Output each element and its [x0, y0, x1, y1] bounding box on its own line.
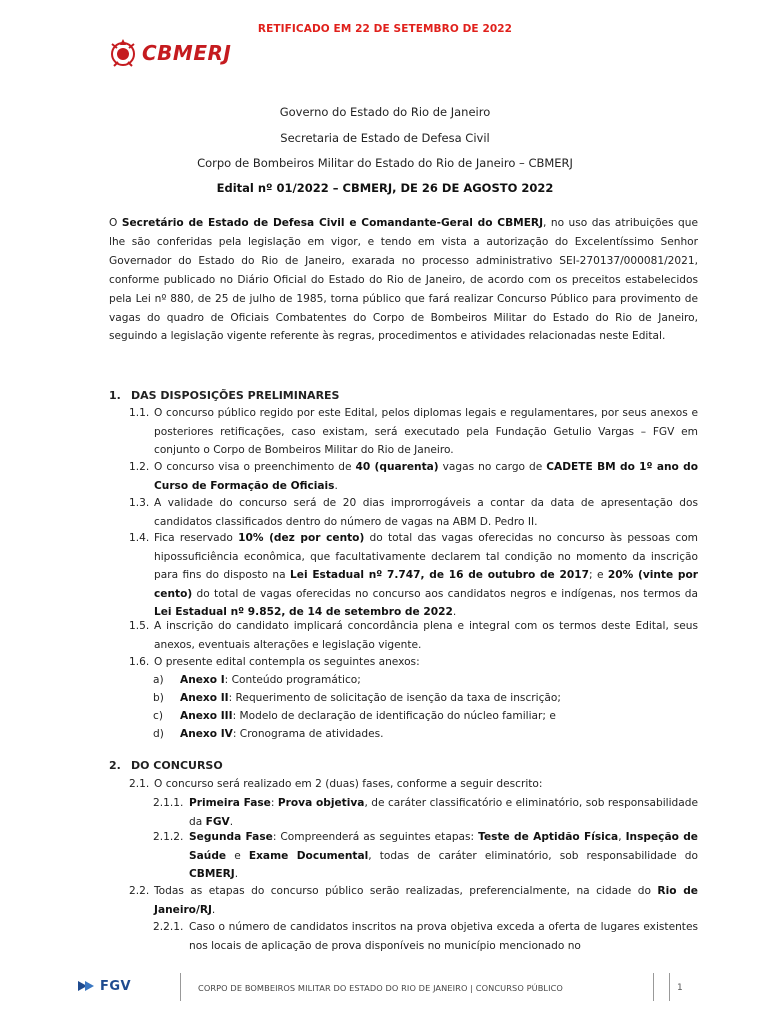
- annex-item: b) Anexo II: Requerimento de solicitação de isenção da taxa de inscrição;: [153, 692, 561, 704]
- heading-fire-department: Corpo de Bombeiros Militar do Estado do Rio de Janeiro – CBMERJ: [197, 156, 573, 170]
- intro-paragraph: O Secretário de Estado de Defesa Civil e Comandante-Geral do CBMERJ, no uso das atribuições que lhe são conferidas pela legislação em vigor, e tendo em vista a autorização do Excelentíssimo Senhor Governador do Estado do Rio de Janeiro, exarada no processo administrativo SEI-270137/000081/2021, conforme publicado no Diário Oficial do Estado do Rio de Janeiro, de acordo com os preceitos estabelecidos pela Lei nº 880, de 25 de julho de 1985, torna público que fará realizar Concurso Público para provimento de vagas do quadro de Oficiais Combatentes do Corpo de Bombeiros Militar do Estado do Rio de Janeiro, seguindo a legislação vigente referente às regras, procedimentos e atividades relacionadas neste Edital.: [109, 217, 698, 343]
- section-1-heading: 1. DAS DISPOSIÇÕES PRELIMINARES: [109, 389, 340, 402]
- heading-government: Governo do Estado do Rio de Janeiro: [279, 105, 491, 119]
- item-2-1-1: 2.1.1. Primeira Fase: Prova objetiva, de caráter classificatório e eliminatório, sob responsabilidade da FGV.: [153, 797, 699, 828]
- fgv-logo-text: FGV: [100, 978, 132, 994]
- item-1-1: 1.1. O concurso público regido por este Edital, pelos diplomas legais e regulamentares, por seus anexos e posteriores retificações, caso existam, será executado pela Fundação Getulio Vargas – FGV em conjunto o Corpo de Bombeiros Militar do Rio de Janeiro.: [129, 407, 698, 457]
- item-1-6: 1.6. O presente edital contempla os seguintes anexos:: [129, 656, 420, 668]
- fgv-emblem-icon: [77, 978, 97, 994]
- footer-divider: [669, 973, 670, 1001]
- fire-department-emblem-icon: [108, 36, 138, 70]
- item-1-2: 1.2. O concurso visa o preenchimento de 40 (quarenta) vagas no cargo de CADETE BM do 1º ano do Curso de Formação de Oficiais.: [129, 461, 698, 492]
- heading-edital: Edital nº 01/2022 – CBMERJ, DE 26 DE AGOSTO 2022: [216, 181, 554, 195]
- annex-item: c) Anexo III: Modelo de declaração de identificação do núcleo familiar; e: [153, 710, 556, 722]
- item-1-3: 1.3. A validade do concurso será de 20 dias improrrogáveis a contar da data de apresentação dos candidatos classificados dentro do número de vagas na ABM D. Pedro II.: [129, 497, 698, 528]
- page-number: 1: [677, 983, 683, 993]
- section-2-heading: 2. DO CONCURSO: [109, 759, 223, 772]
- fgv-logo: [77, 978, 131, 994]
- footer-divider: [180, 973, 181, 1001]
- item-1-4: 1.4. Fica reservado 10% (dez por cento) do total das vagas oferecidas no concurso às pessoas com hipossuficiência econômica, que facultativamente declarem tal condição no momento da inscrição para fins do disposto na Lei Estadual nº 7.747, de 16 de outubro de 2017; e 20% (vinte por cento) do total de vagas oferecidas no concurso aos candidatos negros e indígenas, nos termos da Lei Estadual nº 9.852, de 14 de setembro de 2022.: [129, 532, 698, 619]
- item-2-1: 2.1. O concurso será realizado em 2 (duas) fases, conforme a seguir descrito:: [129, 778, 543, 790]
- item-2-2-1: 2.2.1. Caso o número de candidatos inscritos na prova objetiva exceda a oferta de lugares existentes nos locais de aplicação de prova disponíveis no município mencionado no: [153, 921, 698, 952]
- item-2-2: 2.2. Todas as etapas do concurso público serão realizadas, preferencialmente, na cidade do Rio de Janeiro/RJ.: [129, 885, 698, 916]
- footer-text: CORPO DE BOMBEIROS MILITAR DO ESTADO DO RIO DE JANEIRO | CONCURSO PÚBLICO: [198, 983, 563, 993]
- logo-text: CBMERJ: [142, 41, 232, 65]
- item-1-5: 1.5. A inscrição do candidato implicará concordância plena e integral com os termos deste Edital, seus anexos, eventuais alterações e legislação vigente.: [129, 620, 698, 651]
- annex-item: a) Anexo I: Conteúdo programático;: [153, 674, 361, 686]
- item-2-1-2: 2.1.2. Segunda Fase: Compreenderá as seguintes etapas: Teste de Aptidão Física, Inspeção de Saúde e Exame Documental, todas de caráter eliminatório, sob responsabilidade do CBMERJ.: [153, 831, 698, 881]
- annex-item: d) Anexo IV: Cronograma de atividades.: [153, 728, 384, 740]
- cbmerj-logo: [108, 36, 231, 70]
- rectification-banner: RETIFICADO EM 22 DE SETEMBRO DE 2022: [257, 23, 513, 35]
- heading-secretariat: Secretaria de Estado de Defesa Civil: [280, 131, 490, 145]
- footer-divider: [653, 973, 654, 1001]
